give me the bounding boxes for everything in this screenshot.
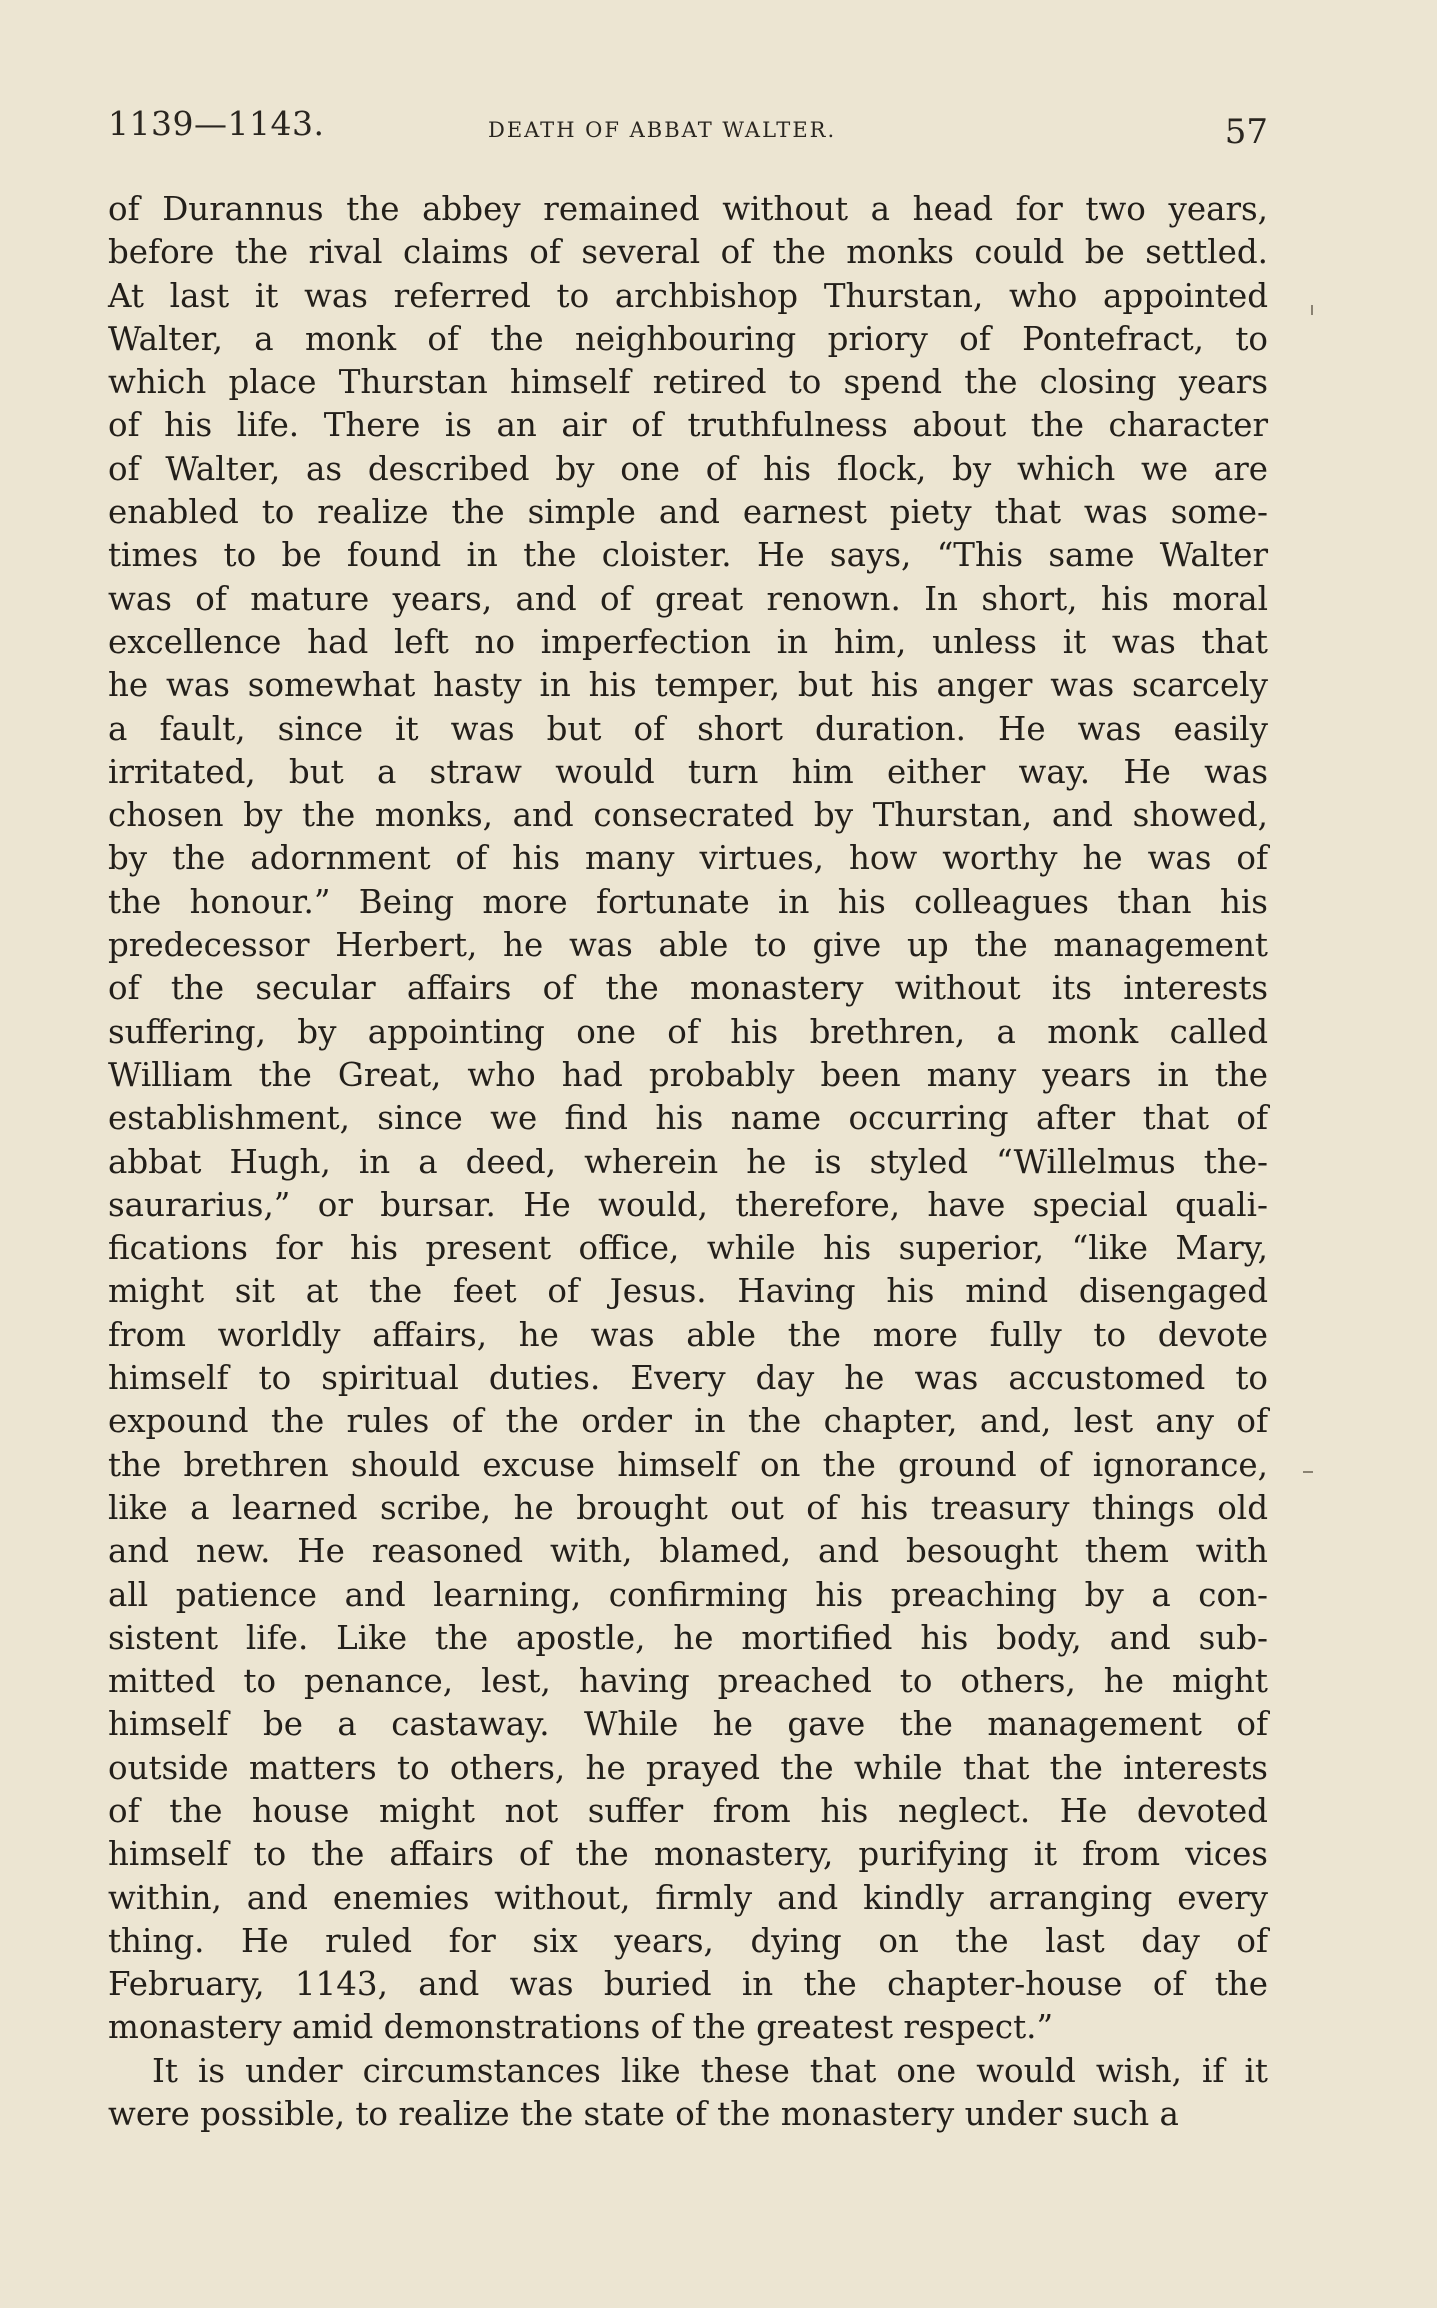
text-line: suffering, by appointing one of his brethren, a monk called (108, 1012, 1268, 1051)
text-line: the brethren should excuse himself on the ground of ignorance, (108, 1445, 1268, 1484)
text-line: mitted to penance, lest, having preached to others, he might (108, 1662, 1268, 1701)
text-line: chosen by the monks, and consecrated by Thurstan, and showed, (108, 796, 1268, 835)
text-line: within, and enemies without, firmly and kindly arranging every (108, 1878, 1268, 1917)
text-line: were possible, to realize the state of the monastery under such a (108, 2095, 1179, 2134)
text-line: of Durannus the abbey remained without a head for two years, (108, 190, 1268, 228)
text-line: enabled to realize the simple and earnest piety that was some- (108, 493, 1268, 532)
text-line: himself to the affairs of the monastery, purifying it from vices (108, 1835, 1268, 1874)
text-line: before the rival claims of several of the monks could be settled. (108, 233, 1268, 272)
text-line: of Walter, as described by one of his flock, by which we are (108, 449, 1268, 488)
text-line: excellence had left no imperfection in him, unless it was that (108, 622, 1268, 661)
text-line: abbat Hugh, in a deed, wherein he is styled “Willelmus the- (108, 1142, 1268, 1181)
text-line: It is under circumstances like these that one would wish, if it (152, 2051, 1268, 2090)
text-line: saurarius,” or bursar. He would, therefore, have special quali- (108, 1185, 1268, 1224)
text-line: times to be found in the cloister. He says, “This same Walter (108, 536, 1268, 575)
text-line: the honour.” Being more fortunate in his colleagues than his (108, 882, 1268, 921)
text-line: which place Thurstan himself retired to spend the closing years (108, 363, 1268, 402)
text-line: thing. He ruled for six years, dying on the last day of (108, 1921, 1268, 1960)
text-line: like a learned scribe, he brought out of his treasury things old (108, 1488, 1268, 1527)
text-line: sistent life. Like the apostle, he mortified his body, and sub- (108, 1618, 1268, 1657)
text-line: of the house might not suffer from his neglect. He devoted (108, 1791, 1268, 1830)
text-line: of his life. There is an air of truthfulness about the character (108, 406, 1268, 445)
text-line: from worldly affairs, he was able the more fully to devote (108, 1315, 1268, 1354)
page-number: 57 (1224, 112, 1268, 152)
text-line: of the secular affairs of the monastery without its interests (108, 969, 1268, 1008)
text-line: William the Great, who had probably been many years in the (108, 1055, 1268, 1094)
text-line: establishment, since we find his name occurring after that of (108, 1099, 1268, 1138)
text-line: February, 1143, and was buried in the chapter-house of the (108, 1965, 1268, 2004)
text-line: fications for his present office, while his superior, “like Mary, (108, 1229, 1268, 1268)
text-line: was of mature years, and of great renown. In short, his moral (108, 579, 1268, 618)
body-text (108, 188, 1268, 2136)
text-line: expound the rules of the order in the chapter, and, lest any of (108, 1402, 1268, 1441)
text-line: a fault, since it was but of short duration. He was easily (108, 709, 1268, 748)
text-line: might sit at the feet of Jesus. Having his mind disengaged (108, 1272, 1268, 1311)
text-line: he was somewhat hasty in his temper, but his anger was scarcely (108, 666, 1268, 705)
text-line: irritated, but a straw would turn him either way. He was (108, 752, 1268, 791)
text-line: monastery amid demonstrations of the greatest respect.” (108, 2008, 1054, 2047)
text-line: himself to spiritual duties. Every day he was accustomed to (108, 1359, 1268, 1398)
text-line: and new. He reasoned with, blamed, and besought them with (108, 1532, 1268, 1571)
margin-mark (1303, 1471, 1313, 1473)
running-head (108, 96, 1268, 156)
text-line: by the adornment of his many virtues, how worthy he was of (108, 839, 1268, 878)
margin-mark (1311, 305, 1313, 315)
text-line: himself be a castaway. While he gave the management of (108, 1705, 1268, 1744)
header-years: 1139—1143. (108, 104, 325, 143)
text-line: outside matters to others, he prayed the while that the interests (108, 1748, 1268, 1787)
text-line: all patience and learning, confirming his preaching by a con- (108, 1575, 1268, 1614)
text-line: predecessor Herbert, he was able to give up the management (108, 926, 1268, 965)
text-line: At last it was referred to archbishop Thurstan, who appointed (108, 276, 1268, 315)
header-title: DEATH OF ABBAT WALTER. (488, 118, 837, 142)
text-line: Walter, a monk of the neighbouring priory of Pontefract, to (108, 319, 1268, 358)
